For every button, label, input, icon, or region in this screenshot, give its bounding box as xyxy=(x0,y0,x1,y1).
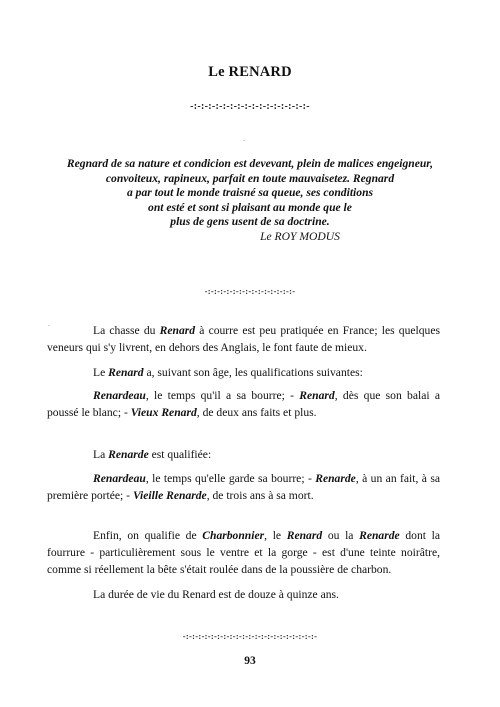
text-run: , le temps qu'il a sa bourre; - xyxy=(145,389,300,402)
quote-line: ont esté et sont si plaisant au monde que le xyxy=(148,200,352,214)
paragraph-renarde-ages xyxy=(47,470,440,504)
ornamental-divider-middle: -:-:-:-:-:-:-:-:-:-:-:-:-:-:- xyxy=(204,286,296,296)
emphasis-term: Renarde xyxy=(359,529,400,542)
text-run: , dès que son balai a poussé le blanc; - xyxy=(47,389,441,419)
text-run: est qualifiée: xyxy=(148,448,212,461)
text-run: , de trois ans à sa mort. xyxy=(206,489,314,502)
quote-line: a par tout le monde traisné sa queue, ses conditions xyxy=(126,186,374,200)
emphasis-term: Renard xyxy=(159,324,196,337)
quote-line: plus de gens usent de sa doctrine. xyxy=(170,215,330,229)
text-run: La chasse du xyxy=(93,324,160,337)
emphasis-term: Renardeau xyxy=(93,472,146,485)
emphasis-term: Renarde xyxy=(108,448,149,461)
emphasis-term: Vieux Renard xyxy=(130,406,197,419)
paragraph-renarde-intro xyxy=(47,446,440,463)
quote-line: convoiteux, rapineux, parfait en toute mauvaisetez. Regnard xyxy=(105,171,395,185)
quote-line: Regnard de sa nature et condicion est devevant, plein de malices engeigneur, xyxy=(66,157,434,170)
quote-attribution: Le ROY MODUS xyxy=(260,229,340,243)
text-run: , le xyxy=(264,529,287,542)
text-run: La durée de vie du Renard est de douze à quinze ans. xyxy=(93,588,339,601)
text-run: a, suivant son âge, les qualifications suivantes: xyxy=(143,366,363,379)
emphasis-term: Renarde xyxy=(315,472,356,485)
paragraph-duree-de-vie xyxy=(47,586,440,603)
emphasis-term: Renard xyxy=(108,366,144,379)
emphasis-term: Charbonnier xyxy=(202,529,265,542)
emphasis-term: Renard xyxy=(299,389,335,402)
text-run: , le temps qu'elle garde sa bourre; - xyxy=(145,472,316,485)
text-run: à courre est peu pratiquée en France; les quelques veneurs qui s'y livrent, en dehors des Anglais, le font faute de mieux. xyxy=(47,324,440,354)
text-run: La xyxy=(93,448,109,461)
ornamental-divider-bottom: -:-:-:-:-:-:-:-:-:-:-:-:-:-:-:-:-:-:-:-:-:- xyxy=(182,631,318,641)
paragraph-qualifications-intro xyxy=(47,364,440,381)
emphasis-term: Vieille Renarde xyxy=(132,489,207,502)
epigraph-quote xyxy=(0,157,500,245)
emphasis-term: Renard xyxy=(286,529,323,542)
paragraph-chasse xyxy=(47,322,440,356)
page-number: 93 xyxy=(244,655,256,667)
page-title: Le RENARD xyxy=(208,64,292,80)
text-run: Enfin, on qualifie de xyxy=(93,529,203,542)
text-run: , à un an fait, à sa première portée; - xyxy=(47,472,441,502)
emphasis-term: Renardeau xyxy=(93,389,146,402)
text-run: Le xyxy=(93,366,109,379)
paragraph-charbonnier xyxy=(47,527,440,578)
text-run: ou la xyxy=(322,529,360,542)
text-run: dont la fourrure - particulièrement sous le ventre et la gorge - est d'une teinte noirâtre, comme si réellement la bête s'était roulée dans de la poussière de charbon. xyxy=(47,529,440,576)
stray-mark: . xyxy=(48,320,50,328)
stray-mark: ` xyxy=(243,139,246,147)
paragraph-renard-ages xyxy=(47,387,440,421)
text-run: , de deux ans faits et plus. xyxy=(196,406,317,419)
ornamental-divider-top: -:-:-:-:-:-:-:-:-:-:-:-:-:-:-:-:- xyxy=(190,101,310,112)
